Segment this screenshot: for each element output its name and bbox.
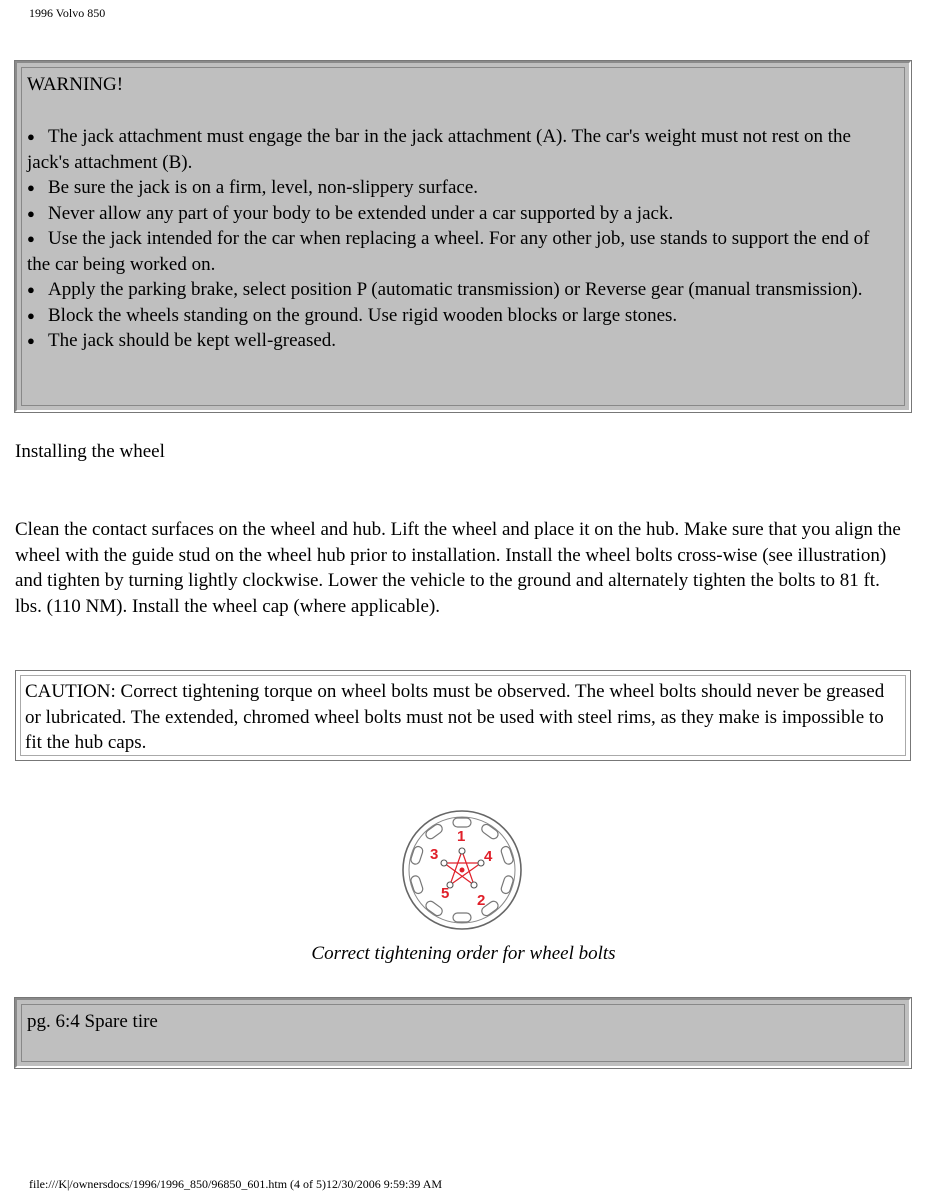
bullet-icon: ●	[27, 282, 35, 297]
warning-item-text: Be sure the jack is on a firm, level, non-slippery surface.	[48, 177, 478, 198]
footer-file-path: file:///K|/ownersdocs/1996/1996_850/96850_601.htm (4 of 5)12/30/2006 9:59:39 AM	[29, 1177, 443, 1191]
bolt-label-3: 3	[430, 846, 439, 863]
bolt-label-5: 5	[441, 885, 450, 902]
bullet-icon: ●	[27, 180, 35, 195]
bolt-label-2: 2	[477, 892, 486, 909]
warning-item	[27, 175, 896, 201]
bullet-icon: ●	[27, 205, 35, 221]
wheel-icon	[400, 808, 524, 932]
bolt-label-1: 1	[457, 828, 466, 845]
page-header-title: 1996 Volvo 850	[29, 6, 106, 20]
warning-list	[27, 124, 896, 354]
body-paragraph: Clean the contact surfaces on the wheel and hub. Lift the wheel and place it on the hub. Make sure that you align the wheel with the guide stud on the wheel hub prior to installation. Install the wheel bolts cross-wise (see illustration) and tighten by turning lightly clockwise. Lower the vehicle to the ground and alternately tighten the bolts to 81 ft. lbs. (110 NM). Install the wheel cap (where applicable).	[15, 519, 901, 617]
nav-box	[15, 998, 911, 1068]
warning-item-text: Use the jack intended for the car when replacing a wheel. For any other job, use stands to support the end of the car being worked on.	[27, 228, 870, 275]
warning-item	[27, 277, 896, 303]
caution-text: CAUTION: Correct tightening torque on wheel bolts must be observed. The wheel bolts should never be greased or lubricated. The extended, chromed wheel bolts must not be used with steel rims, as they make is impossible to fit the hub caps.	[20, 675, 906, 756]
bullet-icon: ●	[27, 129, 35, 144]
warning-item	[27, 201, 896, 227]
bullet-icon: ●	[27, 333, 35, 348]
warning-item-text: Block the wheels standing on the ground. Use rigid wooden blocks or large stones.	[48, 304, 678, 326]
warning-item-text: Apply the parking brake, select position P (automatic transmission) or Reverse gear (manual transmission).	[48, 279, 863, 300]
warning-item-text: Never allow any part of your body to be extended under a car supported by a jack.	[48, 202, 674, 224]
nav-box-inner	[21, 1004, 905, 1062]
wheel-bolt-diagram	[400, 808, 524, 932]
section-heading: Installing the wheel	[15, 441, 165, 462]
next-page-link[interactable]: pg. 6:4 Spare tire	[27, 1011, 158, 1032]
caution-box	[15, 670, 911, 761]
bullet-icon: ●	[27, 307, 35, 323]
figure-caption: Correct tightening order for wheel bolts	[311, 943, 616, 964]
warning-item-text: The jack attachment must engage the bar in the jack attachment (A). The car's weight must not rest on the jack's attachment (B).	[27, 126, 851, 173]
warning-title: WARNING!	[27, 74, 124, 95]
warning-item	[27, 328, 896, 354]
warning-box-inner	[21, 67, 905, 406]
warning-item	[27, 303, 896, 329]
bolt-label-4: 4	[484, 848, 493, 865]
warning-item	[27, 226, 896, 277]
warning-box	[15, 61, 911, 412]
bullet-icon: ●	[27, 231, 35, 246]
warning-item-text: The jack should be kept well-greased.	[48, 330, 337, 351]
warning-item	[27, 124, 896, 175]
